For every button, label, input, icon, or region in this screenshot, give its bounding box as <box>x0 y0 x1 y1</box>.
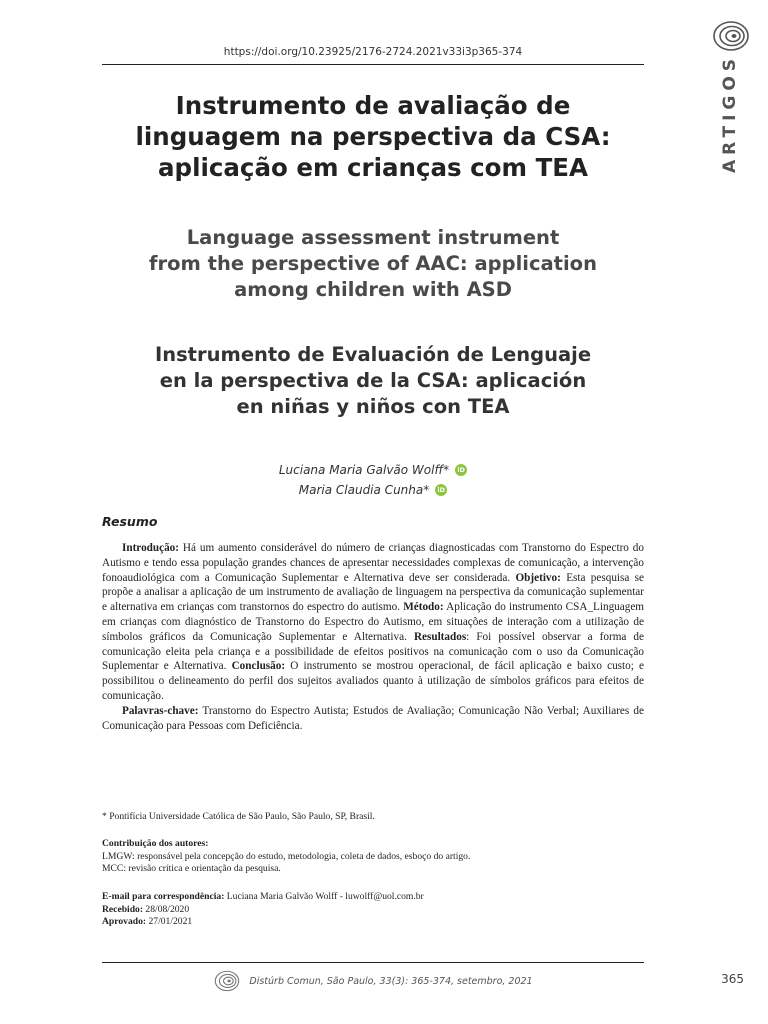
conclusion-label: Conclusão: <box>231 660 286 673</box>
results-label: Resultados <box>413 630 467 643</box>
journal-logo-icon <box>213 970 241 992</box>
received-label: Recebido: <box>102 903 144 915</box>
title-english <box>102 225 644 303</box>
title-pt-line: Instrumento de avaliação de <box>175 91 571 120</box>
method-text: Aplicação do instrumento CSA_Linguagem em crianças com diagnóstico de Transtorno do Espectro do Autismo, em situações de interação com a utilização de símbolos gráficos da Comunicação Suplementar e Alternativa. <box>102 601 644 643</box>
section-label: ARTIGOS <box>720 53 740 173</box>
received-date: 28/08/2020 <box>143 903 190 915</box>
objective-text: Esta pesquisa se propõe a analisar a aplicação de um instrumento de avaliação de linguagem na perspectiva da comunicação suplementar e alternativa em crianças com transtornos do espectro do autismo. <box>102 571 644 614</box>
orcid-icon[interactable]: iD <box>435 484 447 496</box>
abstract-heading: Resumo <box>102 514 158 529</box>
contrib-label: Contribuição dos autores: <box>102 838 209 849</box>
approved-label: Aprovado: <box>102 916 147 927</box>
title-es-line: en niñas y niños con TEA <box>236 395 510 418</box>
journal-logo-icon <box>712 20 750 52</box>
footer-citation-block <box>102 970 644 992</box>
title-pt-line: aplicação em crianças com TEA <box>158 153 588 182</box>
keywords-label: Palavras-chave: <box>122 704 199 717</box>
intro-text: Há um aumento considerável do número de crianças diagnosticadas com Transtorno do Espectro do Autismo e tendo essa população grandes chances de apresentar necessidades complexas de comunicação, a intervenção fonoaudiológica com a Comunicação Suplementar e Alternativa deve ser considerada. <box>102 542 644 584</box>
results-text: : Foi possível observar a forma de comunicação eleita pela criança e a possibilidade de efeitos positivos na comunicação com o uso da Comunicação Suplementar e Alternativa. <box>102 630 644 673</box>
contrib-line: LMGW: responsável pela concepção do estudo, metodologia, coleta de dados, esboço do artigo. <box>102 850 471 862</box>
author-name: Maria Claudia Cunha* <box>298 483 430 497</box>
approved-date: 27/01/2021 <box>146 916 193 927</box>
conclusion-text: O instrumento se mostrou operacional, de fácil aplicação e baixo custo; e possibilitou o delineamento do perfil dos sujeitos avaliados quanto à utilização de símbolos gráficos para efeitos de comunicação. <box>102 660 645 702</box>
title-es-line: Instrumento de Evaluación de Lenguaje <box>154 343 592 366</box>
abstract-body <box>102 541 644 733</box>
title-spanish <box>102 342 644 420</box>
title-en-line: among children with ASD <box>234 278 512 301</box>
title-portuguese <box>102 90 644 183</box>
author-list <box>102 460 644 500</box>
doi-link[interactable]: https://doi.org/10.23925/2176-2724.2021v33i3p365-374 <box>223 46 523 58</box>
contributions-note <box>102 838 644 876</box>
title-en-line: Language assessment instrument <box>186 226 560 249</box>
correspondence-note <box>102 891 644 929</box>
contrib-line: MCC: revisão crítica e orientação da pesquisa. <box>102 863 281 874</box>
page-number: 365 <box>721 972 744 986</box>
author-2 <box>102 480 644 500</box>
footer-citation: Distúrb Comun, São Paulo, 33(3): 365-374, setembro, 2021 <box>249 975 533 987</box>
orcid-icon[interactable]: iD <box>455 464 467 476</box>
affiliation-note: * Pontifícia Universidade Católica de São Paulo, São Paulo, SP, Brasil. <box>102 811 375 822</box>
header-rule <box>102 64 644 65</box>
footer-rule <box>102 962 644 963</box>
title-pt-line: linguagem na perspectiva da CSA: <box>135 122 611 151</box>
author-1 <box>102 460 644 480</box>
intro-label: Introdução: <box>122 542 179 554</box>
objective-label: Objetivo: <box>515 571 561 584</box>
email-label: E-mail para correspondência: <box>102 891 225 902</box>
keywords-paragraph <box>102 704 644 734</box>
keywords-text: Transtorno do Espectro Autista; Estudos de Avaliação; Comunicação Não Verbal; Auxiliares de Comunicação para Pessoas com Deficiência. <box>102 704 644 732</box>
method-label: Método: <box>403 601 444 614</box>
author-name: Luciana Maria Galvão Wolff* <box>278 463 450 477</box>
abstract-paragraph <box>102 541 644 704</box>
title-en-line: from the perspective of AAC: application <box>149 252 597 275</box>
title-es-line: en la perspectiva de la CSA: aplicación <box>159 369 587 392</box>
email-text[interactable]: Luciana Maria Galvão Wolff - luwolff@uol.com.br <box>224 891 424 902</box>
